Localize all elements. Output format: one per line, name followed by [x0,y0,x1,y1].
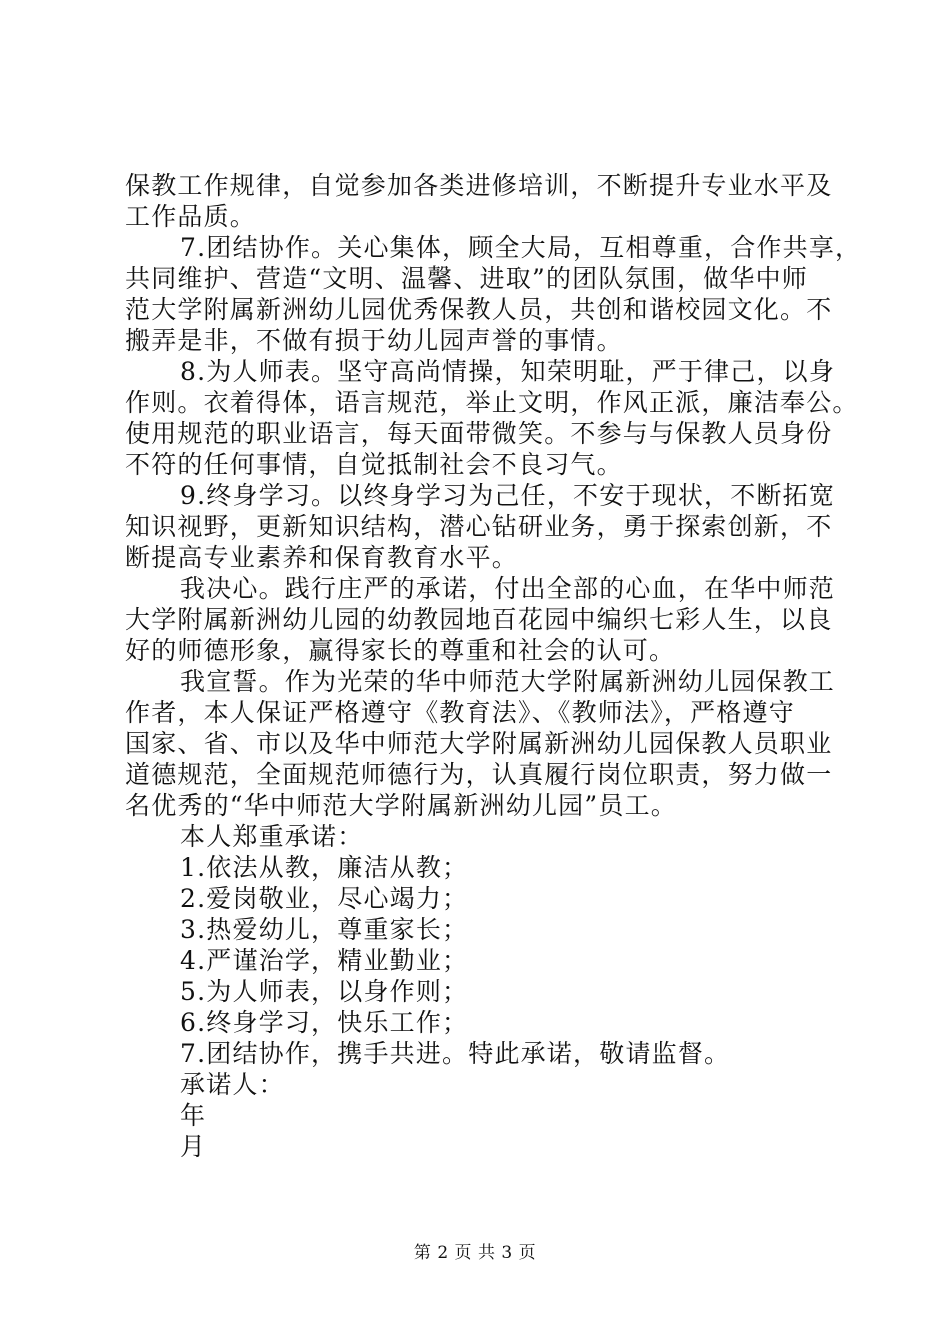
text-line: 3.热爱幼儿，尊重家长； [180,915,469,944]
text-line: 知识视野，更新知识结构，潜心钻研业务，勇于探索创新，不 [125,512,833,541]
text-line: 范大学附属新洲幼儿园优秀保教人员，共创和谐校园文化。不 [125,295,833,324]
text-line: 6.终身学习，快乐工作； [180,1008,469,1037]
text-line: 9.终身学习。以终身学习为己任，不安于现状，不断拓宽 [180,481,836,510]
document-body [125,170,862,1162]
text-line: 共同维护、营造“文明、温馨、进取”的团队氛围，做华中师 [125,264,808,293]
text-line: 作者，本人保证严格遵守《教育法》、《教师法》，严格遵守 [125,698,795,727]
text-line: 名优秀的“华中师范大学附属新洲幼儿园”员工。 [125,791,677,820]
text-line: 国家、省、市以及华中师范大学附属新洲幼儿园保教人员职业 [125,729,833,758]
text-line: 搬弄是非，不做有损于幼儿园声誉的事情。 [125,326,623,355]
text-line: 年 [180,1101,207,1130]
text-line: 不符的任何事情，自觉抵制社会不良习气。 [125,450,623,479]
text-line: 1.依法从教，廉洁从教； [180,853,469,882]
text-line: 8.为人师表。坚守高尚情操，知荣明耻，严于律己，以身 [180,357,836,386]
text-line: 好的师德形象，赢得家长的尊重和社会的认可。 [125,636,676,665]
text-line: 4.严谨治学，精业勤业； [180,946,469,975]
text-line: 大学附属新洲幼儿园的幼教园地百花园中编织七彩人生，以良 [125,605,833,634]
text-line: 承诺人： [180,1070,285,1099]
text-line: 工作品质。 [125,202,257,231]
text-line: 5.为人师表，以身作则； [180,977,469,1006]
text-line: 作则。衣着得体，语言规范，举止文明，作风正派，廉洁奉公。 [125,388,859,417]
text-line: 本人郑重承诺： [180,822,364,851]
text-line: 断提高专业素养和保育教育水平。 [125,543,519,572]
text-line: 保教工作规律，自觉参加各类进修培训，不断提升专业水平及 [125,171,833,200]
text-line: 我决心。践行庄严的承诺，付出全部的心血，在华中师范 [180,574,836,603]
text-line: 我宣誓。作为光荣的华中师范大学附属新洲幼儿园保教工 [180,667,836,696]
text-line: 道德规范，全面规范师德行为，认真履行岗位职责，努力做一 [125,760,833,789]
text-line: 2.爱岗敬业，尽心竭力； [180,884,469,913]
text-line: 7.团结协作，携手共进。特此承诺，敬请监督。 [180,1039,731,1068]
text-line: 7.团结协作。关心集体，顾全大局，互相尊重，合作共享， [180,233,862,262]
text-line: 使用规范的职业语言，每天面带微笑。不参与与保教人员身份 [125,419,833,448]
page-footer: 第 2 页 共 3 页 [413,1243,537,1263]
text-line: 月 [180,1132,207,1161]
